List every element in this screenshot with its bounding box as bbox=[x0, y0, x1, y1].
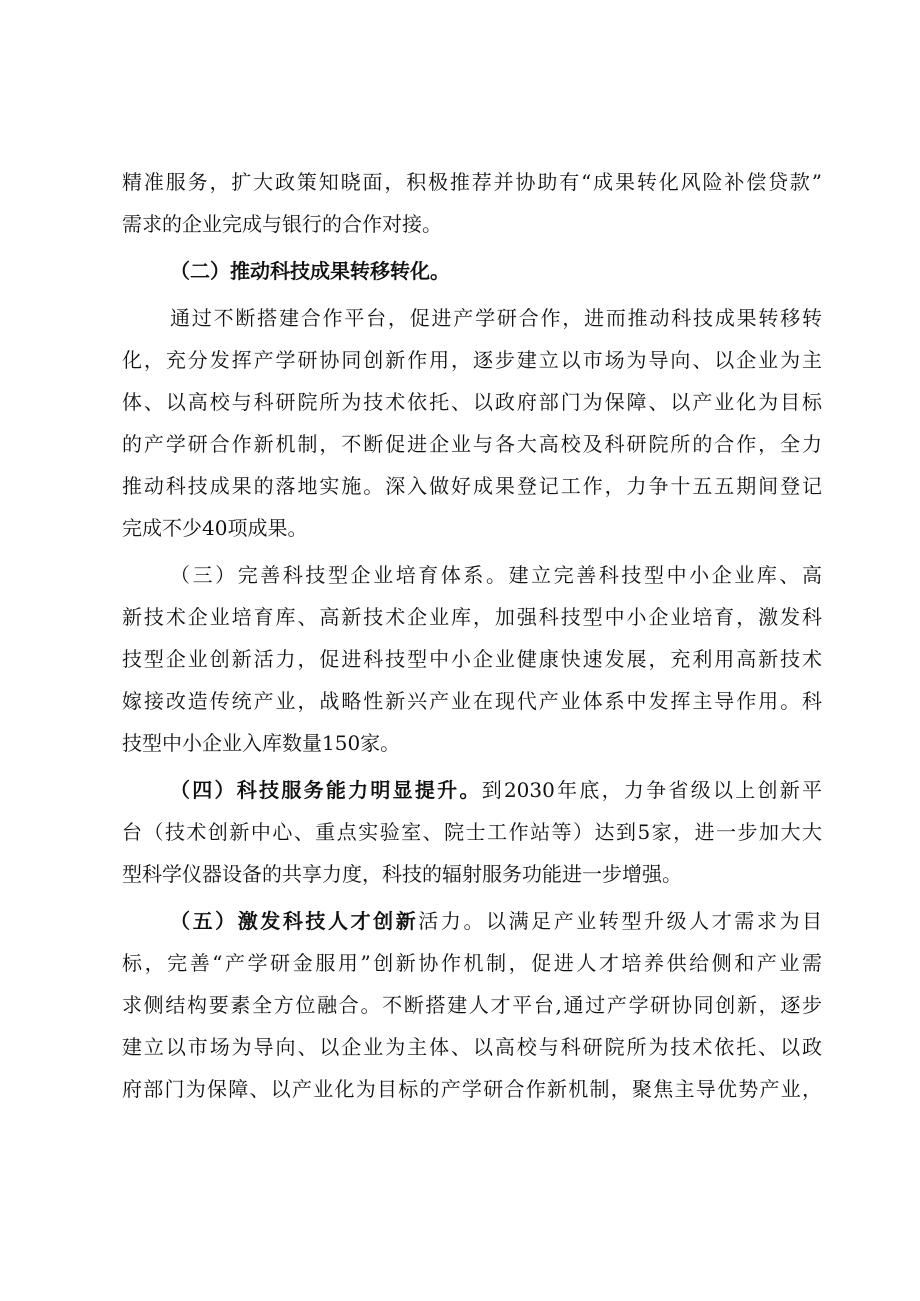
section-heading-4: （四）科技服务能力明显提升。 bbox=[170, 778, 482, 802]
paragraph-2-line-2: 化，充分发挥产学研协同创新作用，逐步建立以市场为导向、以企业为主 bbox=[122, 348, 822, 372]
paragraph-2-line-5: 推动科技成果的落地实施。深入做好成果登记工作，力争十五五期间登记 bbox=[122, 474, 822, 498]
paragraph-5-line-1 bbox=[170, 901, 822, 941]
paragraph-5-line-4: 建立以市场为导向、以企业为主体、以高校与科研院所为技术依托、以政 bbox=[122, 1035, 822, 1059]
paragraph-2-line-4: 的产学研合作新机制，不断促进企业与各大高校及科研院所的合作，全力 bbox=[122, 432, 822, 456]
paragraph-1-line-2: 需求的企业完成与银行的合作对接。 bbox=[122, 212, 442, 236]
paragraph-3-line-3: 技型企业创新活力，促进科技型中小企业健康快速发展，充利用高新技术 bbox=[122, 647, 822, 671]
section-heading-5: （五）激发科技人才创新 bbox=[170, 909, 419, 933]
paragraph-5-line-1-text: 活力。以满足产业转型升级人才需求为目 bbox=[418, 909, 823, 933]
paragraph-5-line-2: 标，完善“产学研金服用”创新协作机制，促进人才培养供给侧和产业需 bbox=[122, 951, 822, 975]
paragraph-1-line-1: 精准服务，扩大政策知晓面，积极推荐并协助有“成果转化风险补偿贷款” bbox=[122, 170, 822, 194]
paragraph-2-line-1: 通过不断搭建合作平台，促进产学研合作，进而推动科技成果转移转 bbox=[170, 306, 822, 330]
paragraph-4-line-2: 台（技术创新中心、重点实验室、院士工作站等）达到5家，进一步加大大 bbox=[122, 820, 822, 844]
paragraph-3-line-1: （三）完善科技型企业培育体系。建立完善科技型中小企业库、高 bbox=[170, 563, 822, 587]
paragraph-2-line-6: 完成不少40项成果。 bbox=[122, 516, 308, 540]
paragraph-3-line-2: 新技术企业培育库、高新技术企业库，加强科技型中小企业培育，激发科 bbox=[122, 605, 822, 629]
paragraph-5-line-5: 府部门为保障、以产业化为目标的产学研合作新机制，聚焦主导优势产业， bbox=[122, 1077, 822, 1101]
paragraph-4-line-1-text: 到2030年底，力争省级以上创新平 bbox=[481, 778, 823, 802]
paragraph-4-line-3: 型科学仪器设备的共享力度，科技的辐射服务功能进一步增强。 bbox=[122, 862, 682, 886]
paragraph-2-line-3: 体、以高校与科研院所为技术依托、以政府部门为保障、以产业化为目标 bbox=[122, 390, 822, 414]
paragraph-3-line-4: 嫁接改造传统产业，战略性新兴产业在现代产业体系中发挥主导作用。科 bbox=[122, 689, 822, 713]
paragraph-5-line-3: 求侧结构要素全方位融合。不断搭建人才平台,通过产学研协同创新，逐步 bbox=[122, 993, 822, 1017]
paragraph-3-line-5: 技型中小企业入库数量150家。 bbox=[122, 731, 401, 755]
paragraph-4-line-1 bbox=[170, 770, 822, 810]
section-heading-2: （二）推动科技成果转移转化。 bbox=[170, 259, 450, 283]
